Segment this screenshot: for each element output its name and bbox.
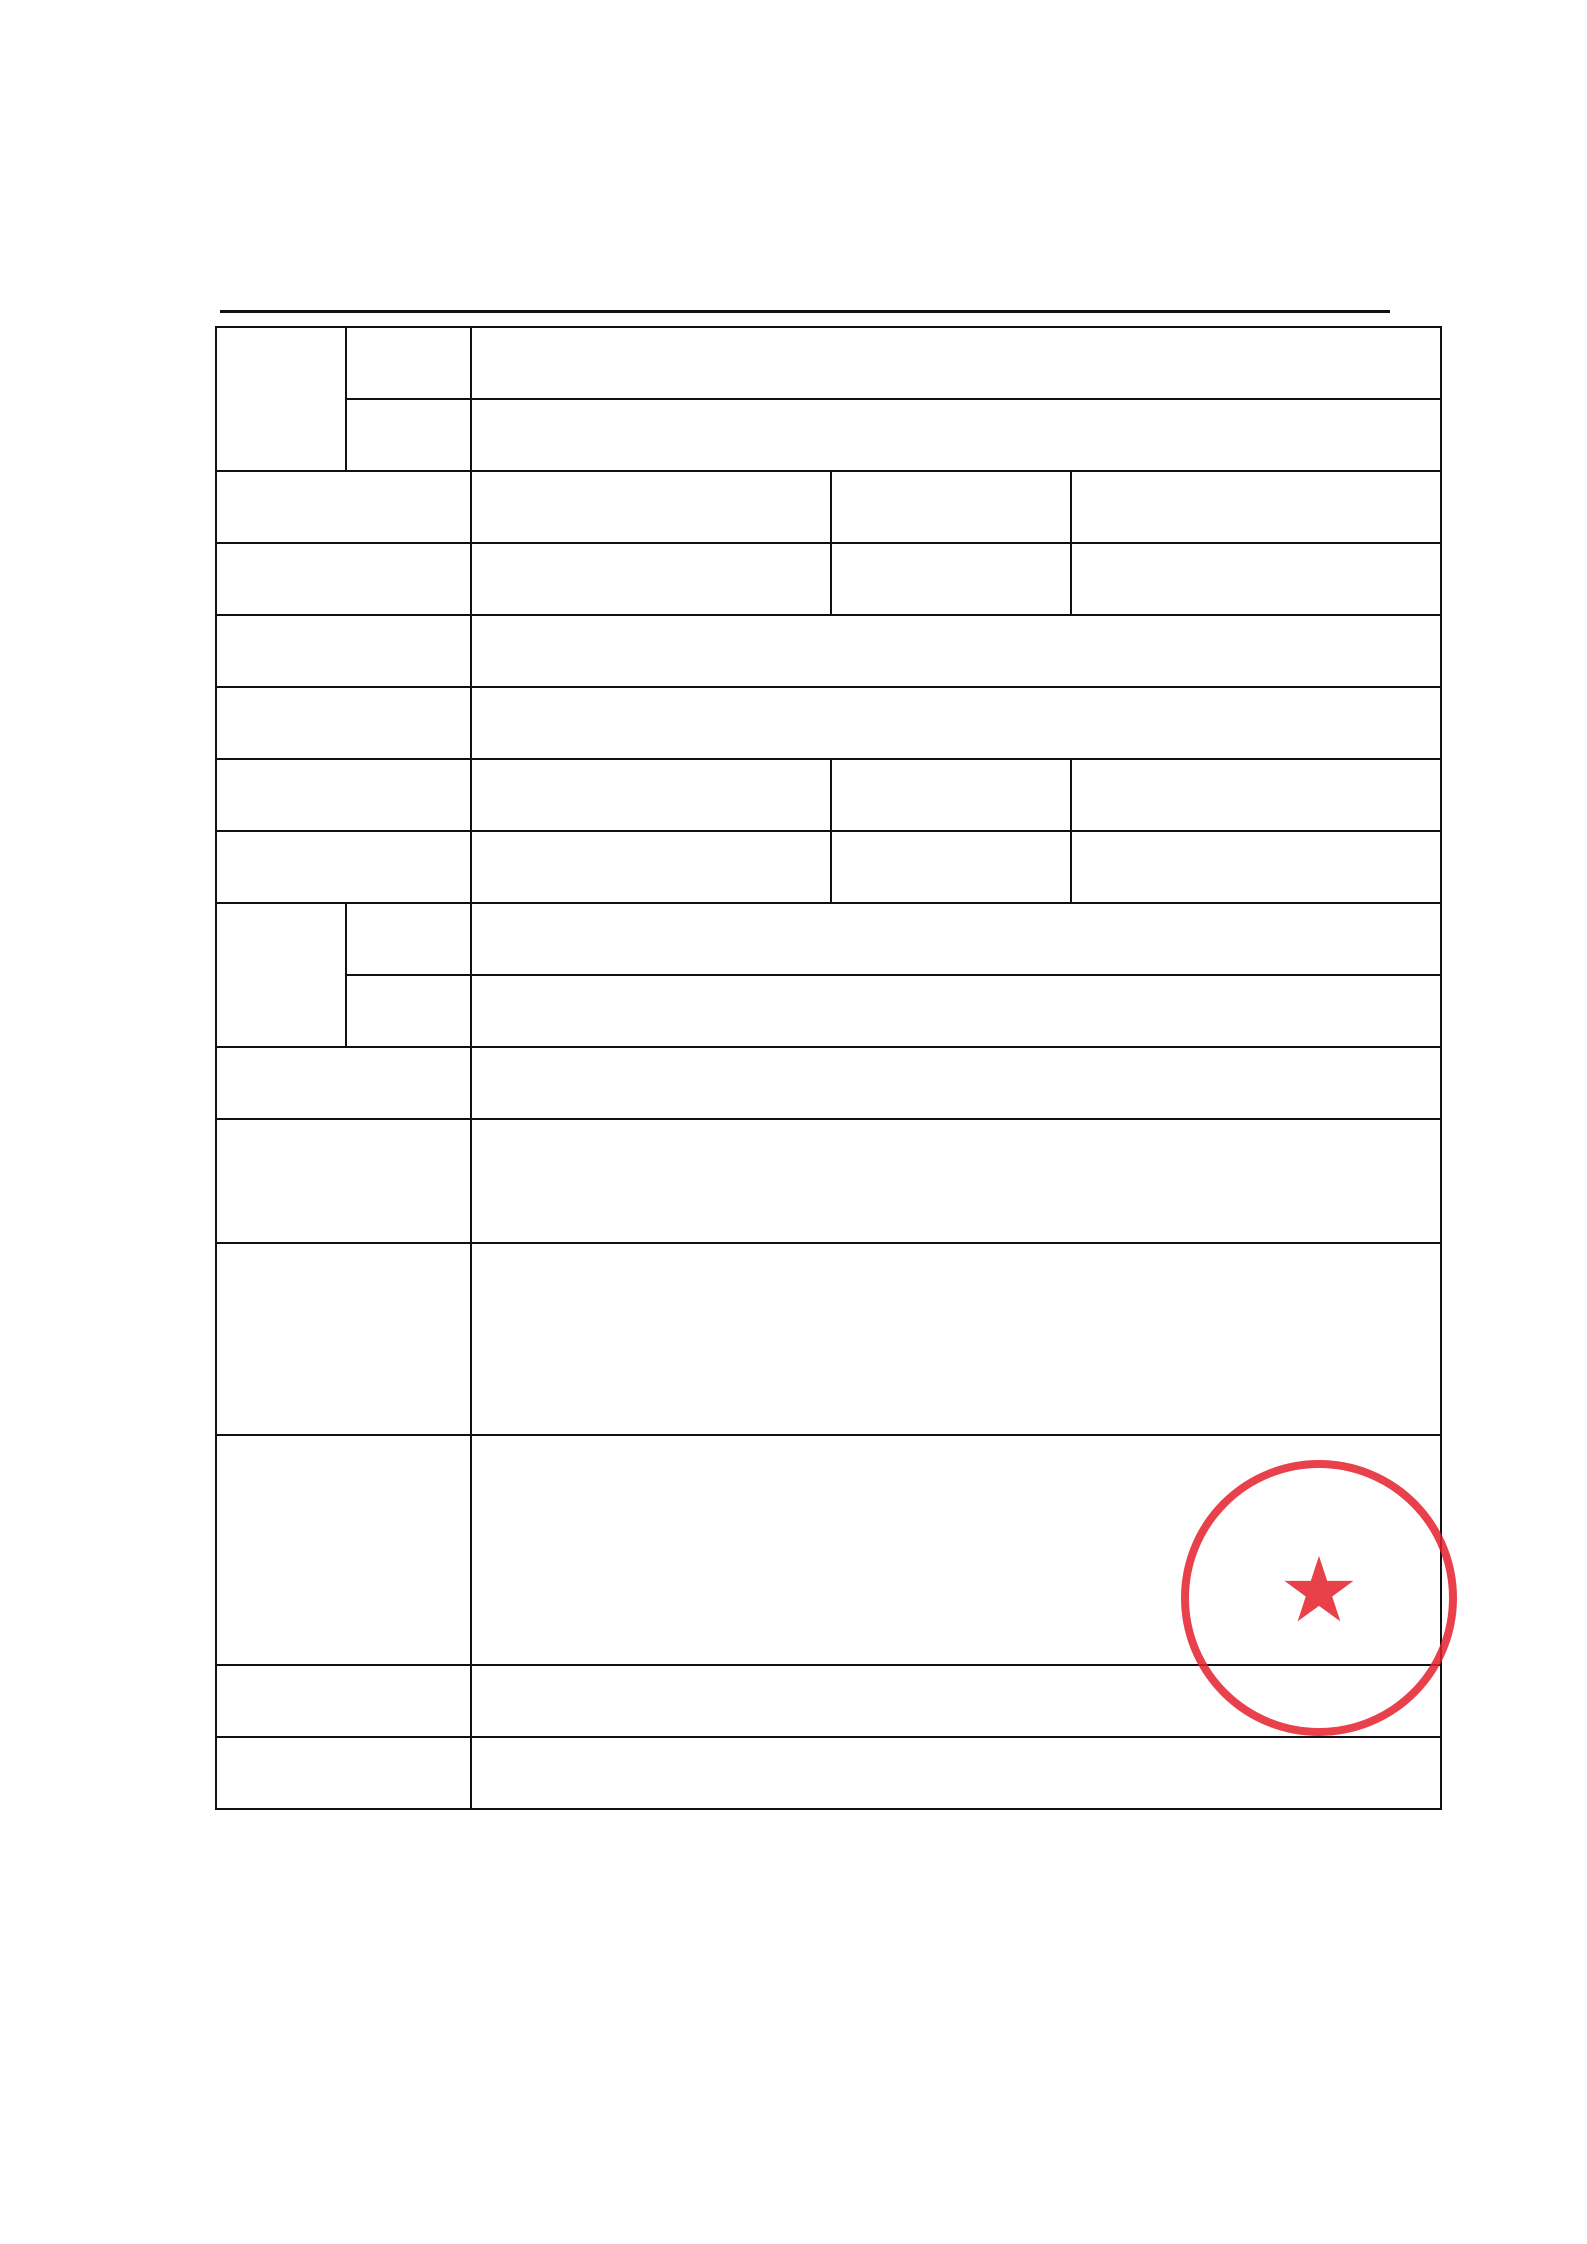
client-name-label <box>346 327 471 399</box>
device-number-label <box>831 471 1071 543</box>
status-label <box>216 687 471 759</box>
model-label <box>216 543 471 615</box>
review-signature <box>630 1840 640 1952</box>
maker-label <box>216 615 471 687</box>
approve-label <box>250 1840 260 1896</box>
client-address-label <box>346 399 471 471</box>
inspected-address-label <box>346 975 471 1047</box>
inspector-signature <box>950 1840 960 1952</box>
site-value <box>471 759 831 831</box>
inspected-name-label <box>346 903 471 975</box>
signature-block <box>250 1840 1400 1980</box>
report-meta <box>220 262 1390 313</box>
mfg-date-label <box>831 543 1071 615</box>
seal-star-icon: ★ <box>1278 1537 1360 1643</box>
remark-label <box>216 1737 471 1809</box>
client-name <box>471 327 1441 399</box>
review-label <box>630 1840 640 1896</box>
cycle-label <box>831 831 1071 903</box>
issues-value <box>471 1243 1441 1435</box>
items-label <box>216 1047 471 1119</box>
date-label <box>831 759 1071 831</box>
basis-value <box>471 1119 1441 1243</box>
issues-label <box>216 1243 471 1435</box>
device-number <box>1071 471 1441 543</box>
members-label <box>216 1665 471 1737</box>
inspected-label <box>216 903 346 1047</box>
device-name <box>471 471 831 543</box>
remark-value <box>471 1737 1441 1809</box>
approve-signature <box>250 1840 260 1952</box>
maker-value <box>471 615 1441 687</box>
items-value <box>471 1047 1441 1119</box>
client-address <box>471 399 1441 471</box>
category-label <box>216 831 471 903</box>
site-label <box>216 759 471 831</box>
date-value <box>1071 759 1441 831</box>
page-info <box>1314 262 1350 300</box>
status-value <box>471 687 1441 759</box>
mfg-date <box>1071 543 1441 615</box>
model-value <box>471 543 831 615</box>
basis-label <box>216 1119 471 1243</box>
category-value <box>471 831 831 903</box>
cycle-value <box>1071 831 1441 903</box>
client-label <box>216 327 346 471</box>
inspected-address <box>471 975 1441 1047</box>
device-name-label <box>216 471 471 543</box>
official-seal <box>1181 1460 1457 1736</box>
inspected-name <box>471 903 1441 975</box>
verdict-label <box>216 1435 471 1665</box>
inspector-label <box>950 1840 960 1896</box>
